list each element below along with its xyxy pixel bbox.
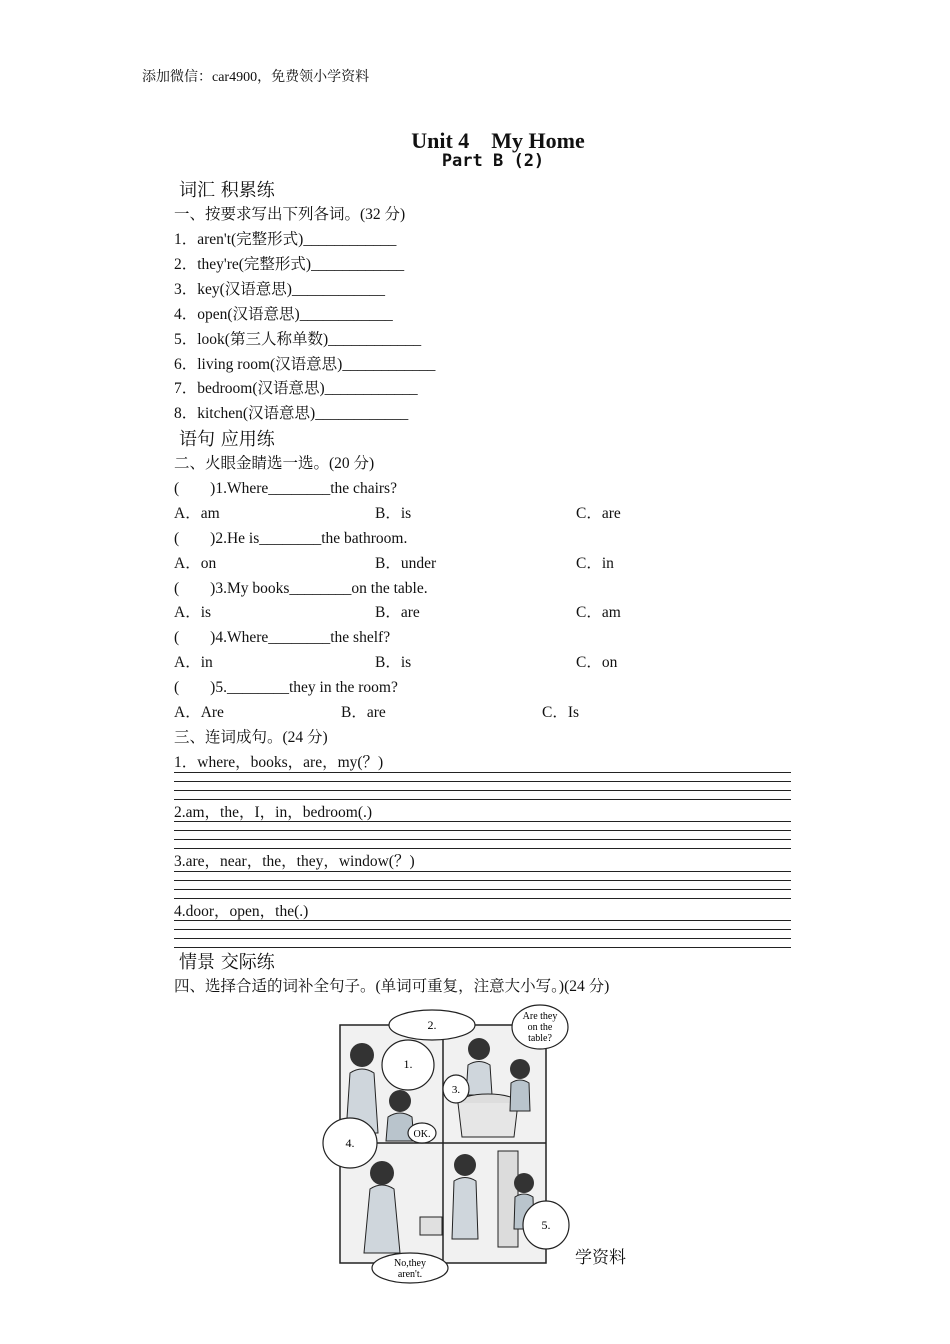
section2-instruction: 二、火眼金睛选一选。(20 分) bbox=[174, 455, 375, 472]
section1-instruction: 一、按要求写出下列各词。(32 分) bbox=[174, 206, 406, 223]
question-stem: ( )3.My books________on the table. bbox=[174, 580, 428, 597]
bubble-question-line1: Are they bbox=[522, 1011, 558, 1022]
question-stem: ( )4.Where________the shelf? bbox=[174, 629, 391, 646]
section3-instruction: 三、连词成句。(24 分) bbox=[174, 729, 328, 746]
answer-line bbox=[174, 790, 791, 791]
answer-line bbox=[174, 821, 791, 822]
bubble-2-label: 2. bbox=[427, 1018, 437, 1032]
bubble-ok-label: OK. bbox=[413, 1129, 431, 1140]
bubble-1-label: 1. bbox=[403, 1057, 413, 1071]
answer-line bbox=[174, 938, 791, 939]
question-stem: ( )2.He is________the bathroom. bbox=[174, 530, 408, 547]
option-b: B．is bbox=[375, 505, 412, 522]
option-c: C．in bbox=[576, 555, 614, 572]
vocab-item: 1．aren't(完整形式)____________ bbox=[174, 231, 397, 248]
bubble-5-label: 5. bbox=[541, 1218, 551, 1232]
bubble-answer-line2: aren't. bbox=[397, 1269, 423, 1280]
answer-line bbox=[174, 929, 791, 930]
answer-line bbox=[174, 880, 791, 881]
bubble-answer-line1: No,they bbox=[394, 1258, 426, 1269]
option-a: A．on bbox=[174, 555, 217, 572]
section4-heading: 情景 交际练 bbox=[179, 952, 275, 973]
option-a: A．in bbox=[174, 654, 213, 671]
scrambled-words: 2.am，the，I，in，bedroom(.) bbox=[174, 804, 373, 821]
bubble-3-label: 3. bbox=[451, 1084, 461, 1096]
page-title: Unit 4 My Home bbox=[411, 128, 585, 153]
vocab-item: 3．key(汉语意思)____________ bbox=[174, 281, 385, 298]
footer-fragment: 学资料 bbox=[575, 1248, 626, 1268]
vocab-item: 8．kitchen(汉语意思)____________ bbox=[174, 405, 409, 422]
comic-illustration bbox=[322, 1003, 572, 1285]
scrambled-words: 4.door，open，the(.) bbox=[174, 903, 309, 920]
vocab-item: 5．look(第三人称单数)____________ bbox=[174, 331, 422, 348]
option-b: B．under bbox=[375, 555, 437, 572]
vocab-item: 6．living room(汉语意思)____________ bbox=[174, 356, 436, 373]
bubble-question-line3: table? bbox=[528, 1033, 552, 1044]
answer-line bbox=[174, 772, 791, 773]
answer-line bbox=[174, 839, 791, 840]
option-a: A．Are bbox=[174, 704, 224, 721]
option-c: C．am bbox=[576, 604, 621, 621]
scrambled-words: 1．where，books，are，my(？) bbox=[174, 754, 384, 771]
answer-line bbox=[174, 830, 791, 831]
bubble-4-label: 4. bbox=[345, 1136, 355, 1150]
option-b: B．are bbox=[375, 604, 420, 621]
section1-heading: 词汇 积累练 bbox=[179, 180, 275, 201]
option-c: C．on bbox=[576, 654, 618, 671]
option-a: A．am bbox=[174, 505, 220, 522]
question-stem: ( )5.________they in the room? bbox=[174, 679, 398, 696]
bubble-question-line2: on the bbox=[527, 1022, 553, 1033]
vocab-item: 7．bedroom(汉语意思)____________ bbox=[174, 380, 418, 397]
section4-instruction: 四、选择合适的词补全句子。(单词可重复，注意大小写。)(24 分) bbox=[174, 978, 610, 995]
vocab-item: 2．they're(完整形式)____________ bbox=[174, 256, 405, 273]
vocab-item: 4．open(汉语意思)____________ bbox=[174, 306, 393, 323]
header-note: 添加微信：car4900，免费领小学资料 bbox=[142, 70, 370, 85]
answer-line bbox=[174, 920, 791, 921]
option-c: C．Is bbox=[542, 704, 580, 721]
option-b: B．are bbox=[341, 704, 386, 721]
answer-line bbox=[174, 871, 791, 872]
answer-line bbox=[174, 781, 791, 782]
option-a: A．is bbox=[174, 604, 212, 621]
option-b: B．is bbox=[375, 654, 412, 671]
section2-heading: 语句 应用练 bbox=[179, 429, 275, 450]
question-stem: ( )1.Where________the chairs? bbox=[174, 480, 397, 497]
option-c: C．are bbox=[576, 505, 621, 522]
scrambled-words: 3.are，near，the，they，window(？) bbox=[174, 853, 415, 870]
answer-line bbox=[174, 889, 791, 890]
page-subtitle: Part B (2) bbox=[441, 151, 545, 171]
